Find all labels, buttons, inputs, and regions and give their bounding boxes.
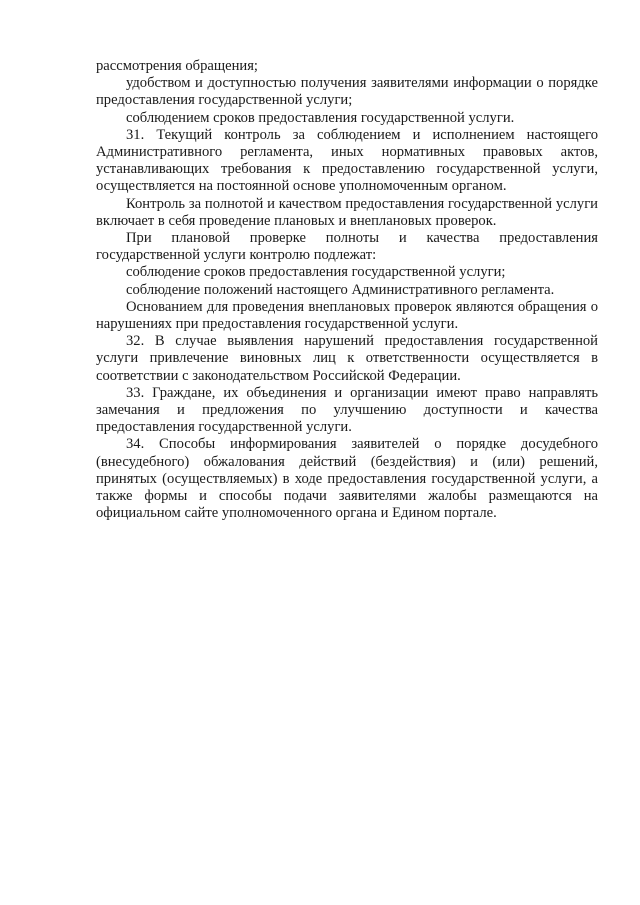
paragraph-continuation: рассмотрения обращения; [96,58,258,74]
paragraph-control-scope: Контроль за полнотой и качеством предоставления государственной услуги включает в себя проведение плановых и внеплановых проверок. [96,195,598,229]
paragraph-unplanned-basis: Основанием для проведения внеплановых проверок являются обращения о нарушениях при предоставления государственной услуги. [96,298,598,333]
paragraph-planned-check: При плановой проверке полноты и качества предоставления государственной услуги контролю подлежат: [96,230,598,264]
paragraph-check-deadlines: соблюдение сроков предоставления государственной услуги; [126,264,506,281]
document-page [96,58,598,522]
paragraph-item-32: 32. В случае выявления нарушений предоставления государственной услуги привлечение виновных лиц к ответственности осуществляется в соответствии с законодательством Российской Федерации. [96,333,598,384]
paragraph-item-31: 31. Текущий контроль за соблюдением и исполнением настоящего Административного регламента, иных нормативных правовых актов, устанавливающих требования к предоставлению государственной услуги, осуществляется на постоянной основе уполномоченным органом. [96,126,598,195]
paragraph-item-34: 34. Способы информирования заявителей о порядке досудебного (внесудебного) обжалования действий (бездействия) и (или) решений, принятых (осуществляемых) в ходе предоставления государственной услуги, а также формы и способы подачи заявителями жалобы размещаются на официальном сайте уполномоченного органа и Едином портале. [96,436,598,522]
paragraph-check-regulation: соблюдение положений настоящего Административного регламента. [126,281,555,298]
paragraph-convenience: удобством и доступностью получения заявителями информации о порядке предоставления государственной услуги; [96,75,598,109]
paragraph-item-33: 33. Граждане, их объединения и организации имеют право направлять замечания и предложения по улучшению доступности и качества предоставления государственной услуги. [96,384,598,436]
paragraph-deadlines: соблюдением сроков предоставления государственной услуги. [126,109,515,126]
